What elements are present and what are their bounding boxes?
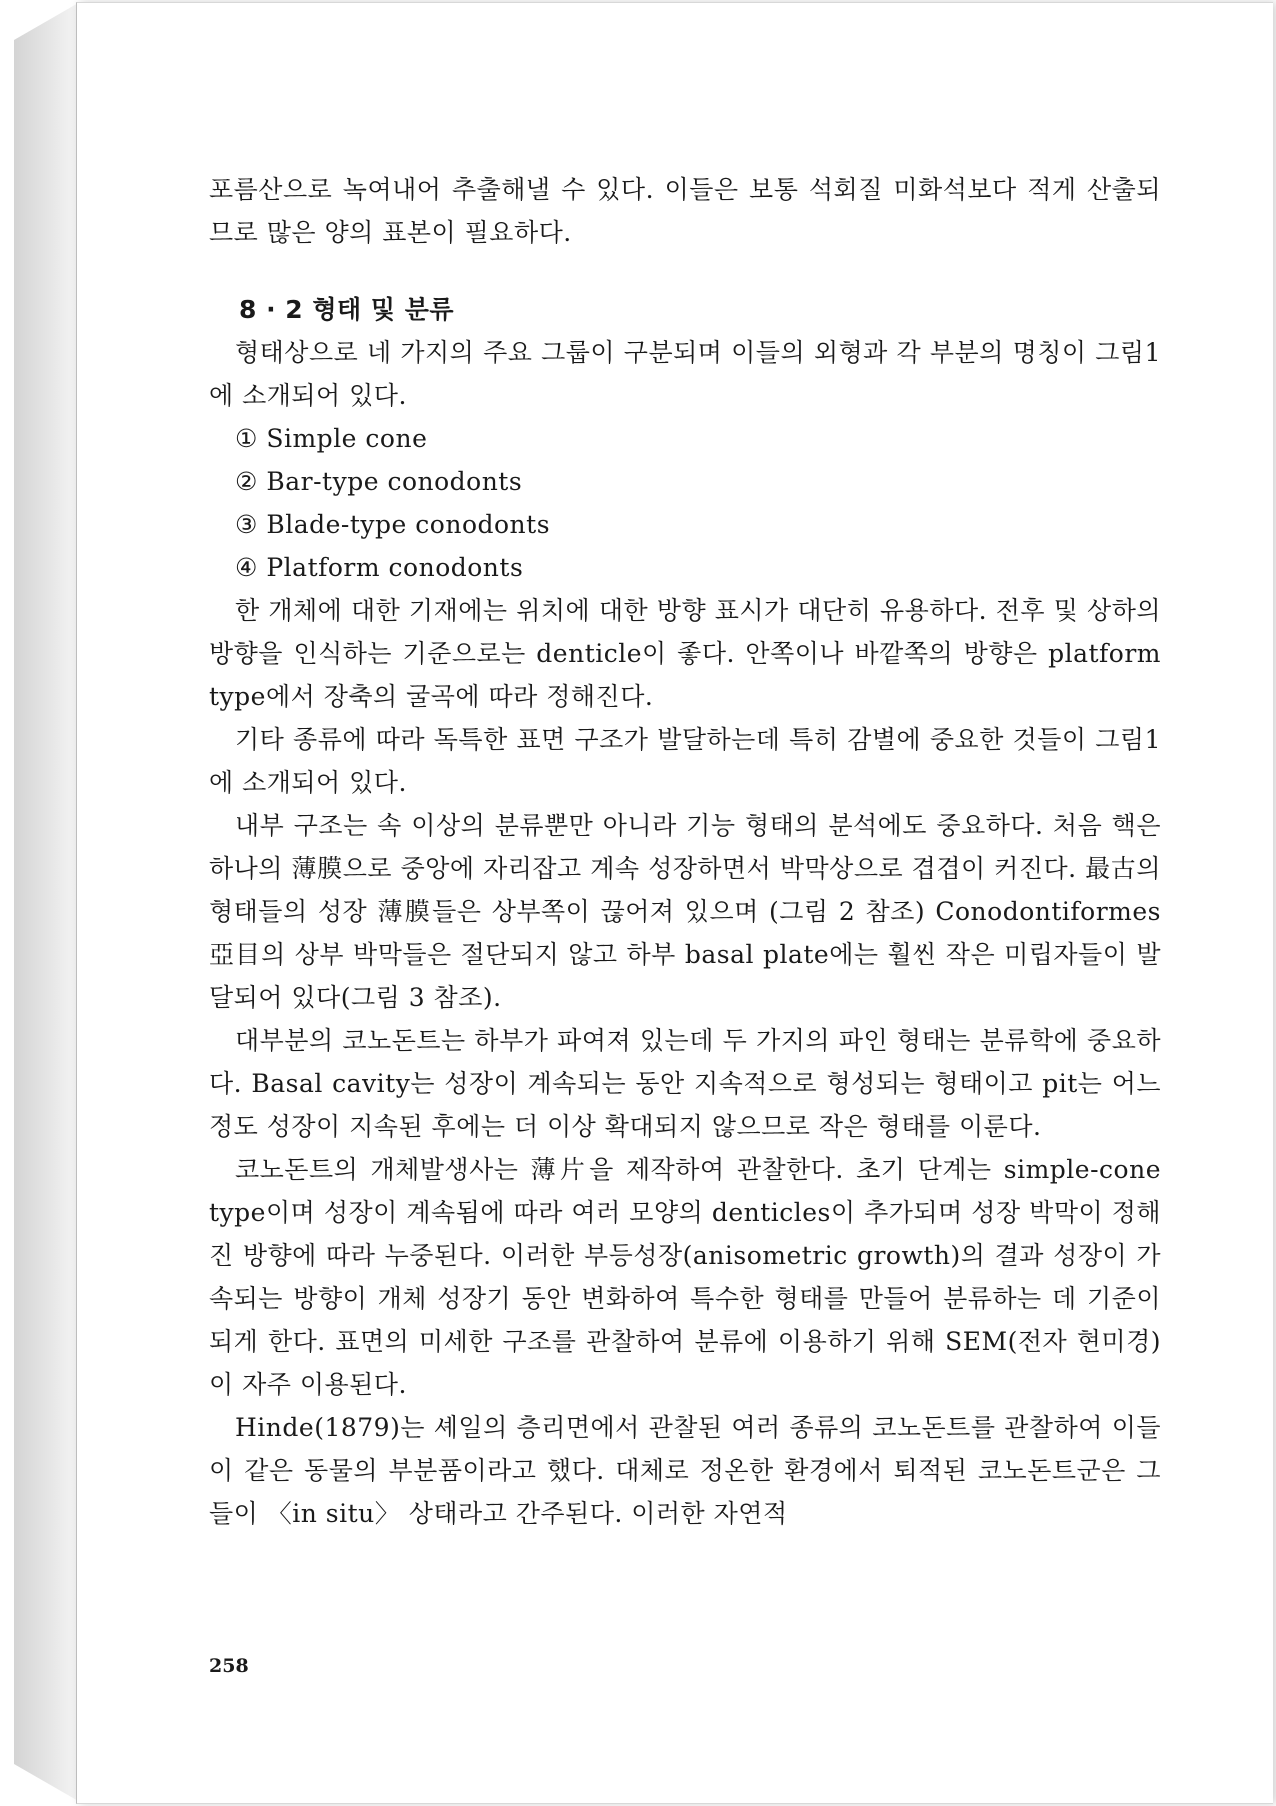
book-spine	[14, 2, 80, 1802]
paragraph-orientation: 한 개체에 대한 기재에는 위치에 대한 방향 표시가 대단히 유용하다. 전후 및 상하의 방향을 인식하는 기준으로는 denticle이 좋다. 안쪽이나 바깥쪽의 방향은 platform type에서 장축의 굴곡에 따라 정해진다.	[209, 596, 1161, 711]
list-item-1: ① Simple cone	[235, 424, 428, 453]
list-item-3: ③ Blade-type conodonts	[235, 510, 551, 539]
paragraph: 포름산으로 녹여내어 추출해낼 수 있다. 이들은 보통 석회질 미화석보다 적게 산출되므로 많은 양의 표본이 필요하다.	[209, 175, 1161, 247]
page-content	[209, 168, 1161, 1535]
section-heading: 8 · 2 형태 및 분류	[239, 295, 455, 324]
paragraph-basal-cavity: 대부분의 코노돈트는 하부가 파여져 있는데 두 가지의 파인 형태는 분류학에 중요하다. Basal cavity는 성장이 계속되는 동안 지속적으로 형성되는 형태이고 pit는 어느 정도 성장이 지속된 후에는 더 이상 확대되지 않으므로 작은 형태를 이룬다.	[209, 1026, 1161, 1141]
page-number: 258	[209, 1655, 249, 1677]
book	[14, 2, 1272, 1802]
list-item-4: ④ Platform conodonts	[235, 553, 524, 582]
paragraph-surface-structure: 기타 종류에 따라 독특한 표면 구조가 발달하는데 특히 감별에 중요한 것들이 그림1에 소개되어 있다.	[209, 725, 1161, 797]
list-item-2: ② Bar-type conodonts	[235, 467, 523, 496]
book-page	[76, 2, 1273, 1804]
paragraph-internal-structure: 내부 구조는 속 이상의 분류뿐만 아니라 기능 형태의 분석에도 중요하다. 처음 핵은 하나의 薄膜으로 중앙에 자리잡고 계속 성장하면서 박막상으로 겹겹이 커진다. 最古의 형태들의 성장 薄膜들은 상부쪽이 끊어져 있으며 (그림 2 참조) Conodontiformes 亞目의 상부 박막들은 절단되지 않고 하부 basal plate에는 훨씬 작은 미립자들이 발달되어 있다(그림 3 참조).	[209, 811, 1161, 1012]
paragraph-intro: 형태상으로 네 가지의 주요 그룹이 구분되며 이들의 외형과 각 부분의 명칭이 그림1에 소개되어 있다.	[209, 338, 1161, 410]
paragraph-hinde: Hinde(1879)는 셰일의 층리면에서 관찰된 여러 종류의 코노돈트를 관찰하여 이들이 같은 동물의 부분품이라고 했다. 대체로 정온한 환경에서 퇴적된 코노돈트군은 그들이 〈in situ〉 상태라고 간주된다. 이러한 자연적	[209, 1413, 1161, 1528]
paragraph-ontogeny: 코노돈트의 개체발생사는 薄片을 제작하여 관찰한다. 초기 단계는 simple-cone type이며 성장이 계속됨에 따라 여러 모양의 denticles이 추가되며 성장 박막이 정해진 방향에 따라 누중된다. 이러한 부등성장(anisometric growth)의 결과 성장이 가속되는 방향이 개체 성장기 동안 변화하여 특수한 형태를 만들어 분류하는 데 기준이 되게 한다. 표면의 미세한 구조를 관찰하여 분류에 이용하기 위해 SEM(전자 현미경)이 자주 이용된다.	[209, 1155, 1161, 1399]
